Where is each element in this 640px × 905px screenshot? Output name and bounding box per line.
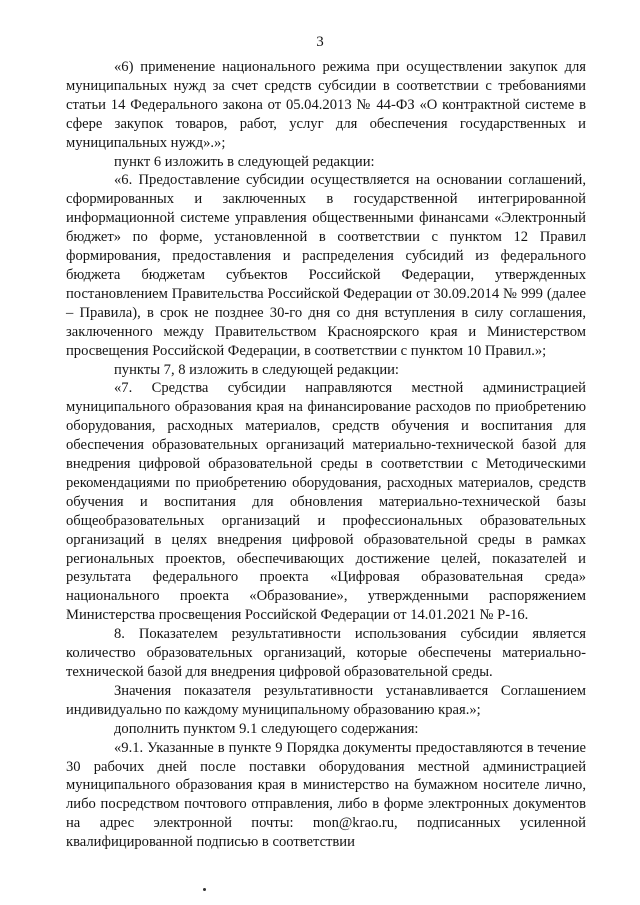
paragraph-indicator-values: Значения показателя результативности устанавливается Соглашением индивидуально по каждому муниципальному образованию края.»; bbox=[66, 682, 586, 718]
paragraph-point-9-1: «9.1. Указанные в пункте 9 Порядка документы предоставляются в течение 30 рабочих дней после поставки оборудования местной администрацией муниципального образования края в министерство на бумажном носителе лично, либо посредством почтового отправления, либо в форме электронных документов на адрес электронной почты: mon@krao.ru, подписанных усиленной квалифицированной подписью в соответствии bbox=[66, 739, 586, 851]
paragraph-instruction-point-9-1: дополнить пунктом 9.1 следующего содержания: bbox=[114, 720, 419, 737]
paragraph-instruction-point-6: пункт 6 изложить в следующей редакции: bbox=[114, 153, 375, 170]
scan-speck bbox=[203, 888, 206, 891]
paragraph-instruction-points-7-8: пункты 7, 8 изложить в следующей редакции: bbox=[114, 361, 399, 378]
paragraph-item-6-amendment: «6) применение национального режима при осуществлении закупок для муниципальных нужд за счет средств субсидии в соответствии с требованиями статьи 14 Федерального закона от 05.04.2013 № 44-ФЗ «О контрактной системе в сфере закупок товаров, работ, услуг для обеспечения государственных и муниципальных нужд».»; bbox=[66, 59, 586, 151]
paragraph-point-6: «6. Предоставление субсидии осуществляется на основании соглашений, сформированных и заключенных в государственной интегрированной информационной системе управления общественными финансами «Электронный бюджет» по форме, установленной в соответствии с пунктом 12 Правил формирования, предоставления и распределения субсидий из федерального бюджета бюджетам субъектов Российской Федерации, утвержденных постановлением Правительства Российской Федерации от 30.09.2014 № 999 (далее – Правила), в срок не позднее 30-го дня со дня вступления в силу соглашения, заключенного между Правительством Красноярского края и Министерством просвещения Российской Федерации, в соответствии с пунктом 10 Правил.»; bbox=[66, 172, 586, 359]
paragraph-point-7: «7. Средства субсидии направляются местной администрацией муниципального образования края на финансирование расходов по приобретению оборудования, расходных материалов, средств обучения и воспитания для обеспечения образовательных организаций материально-технической базой для внедрения цифровой образовательной среды в соответствии с Методическими рекомендациями по приобретению оборудования, расходных материалов, средств обучения и воспитания для обновления материально-технической базы общеобразовательных организаций и профессиональных образовательных организаций в целях внедрения цифровой образовательной среды в рамках региональных проектов, обеспечивающих достижение целей, показателей и результата федерального проекта «Цифровая образовательная среда» национального проекта «Образование», утвержденными распоряжением Министерства просвещения Российской Федерации от 14.01.2021 № Р-16. bbox=[66, 380, 586, 624]
document-body bbox=[66, 58, 586, 852]
paragraph-point-8: 8. Показателем результативности использования субсидии является количество образовательных организаций, которые обеспечены материально-технической базой для внедрения цифровой образовательной среды. bbox=[66, 626, 586, 680]
page-number: 3 bbox=[316, 34, 324, 50]
